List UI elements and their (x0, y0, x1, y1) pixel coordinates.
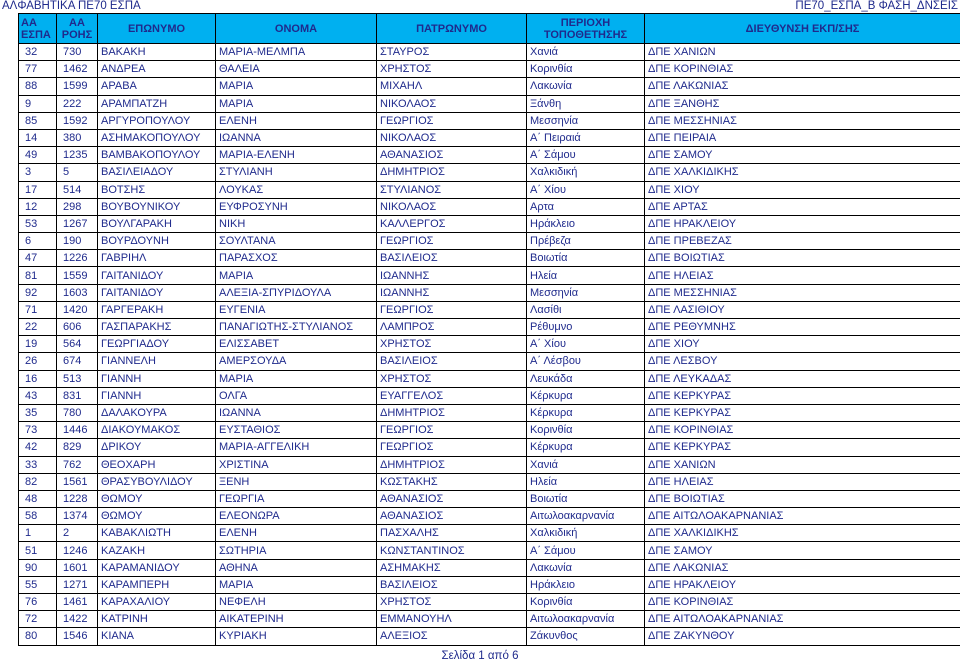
aa-rois-cell: 1462 (57, 61, 98, 78)
onoma-cell: ΕΛΕΝΗ (216, 112, 377, 129)
perioxi-cell: Μεσσηνία (527, 284, 645, 301)
dieythynsi-cell: ΔΠΕ ΛΑΣΙΘΙΟΥ (645, 301, 960, 318)
eponymo-cell: ΘΡΑΣΥΒΟΥΛΙΔΟΥ (98, 473, 216, 490)
onoma-cell: ΑΘΗΝΑ (216, 559, 377, 576)
onoma-cell: ΚΥΡΙΑΚΗ (216, 628, 377, 645)
patronymo-cell: ΓΕΩΡΓΙΟΣ (377, 301, 527, 318)
aa-rois-cell: 222 (57, 95, 98, 112)
table-body (19, 44, 960, 646)
onoma-cell: ΙΩΑΝΝΑ (216, 404, 377, 421)
patronymo-cell: ΚΩΣΤΑΚΗΣ (377, 473, 527, 490)
table-row[interactable] (19, 215, 960, 232)
aa-rois-cell: 1228 (57, 490, 98, 507)
table-row[interactable] (19, 628, 960, 645)
aa-rois-cell: 380 (57, 129, 98, 146)
table-row[interactable] (19, 112, 960, 129)
aa-espa-cell: 35 (19, 404, 57, 421)
aa-espa-cell: 19 (19, 336, 57, 353)
document-code: ΠΕ70_ΕΣΠΑ_Β ΦΑΣΗ_ΔΝΣΕΙΣ (795, 0, 958, 12)
perioxi-cell: Λευκάδα (527, 370, 645, 387)
aa-espa-cell: 80 (19, 628, 57, 645)
dieythynsi-cell: ΔΠΕ ΚΟΡΙΝΘΙΑΣ (645, 422, 960, 439)
aa-rois-cell: 1561 (57, 473, 98, 490)
table-row[interactable] (19, 129, 960, 146)
column-header-perioxi-line2: ΤΟΠΟΘΕΤΗΣΗΣ (543, 28, 628, 41)
page-footer: Σελίδα 1 από 6 (441, 650, 519, 662)
table-row[interactable] (19, 284, 960, 301)
aa-rois-cell: 730 (57, 44, 98, 61)
eponymo-cell: ΚΑΡΑΜΑΝΙΔΟΥ (98, 559, 216, 576)
aa-espa-cell: 55 (19, 576, 57, 593)
aa-rois-cell: 674 (57, 353, 98, 370)
table-row[interactable] (19, 594, 960, 611)
aa-espa-cell: 12 (19, 198, 57, 215)
onoma-cell: ΕΛΙΣΣΑΒΕΤ (216, 336, 377, 353)
aa-rois-cell: 762 (57, 456, 98, 473)
patronymo-cell: ΓΕΩΡΓΙΟΣ (377, 233, 527, 250)
aa-rois-cell: 513 (57, 370, 98, 387)
aa-rois-cell: 1420 (57, 301, 98, 318)
patronymo-cell: ΓΕΩΡΓΙΟΣ (377, 439, 527, 456)
dieythynsi-cell: ΔΠΕ ΒΟΙΩΤΙΑΣ (645, 490, 960, 507)
table-row[interactable] (19, 370, 960, 387)
patronymo-cell: ΚΑΛΛΕΡΓΟΣ (377, 215, 527, 232)
onoma-cell: ΓΕΩΡΓΙΑ (216, 490, 377, 507)
aa-rois-cell: 1226 (57, 250, 98, 267)
patronymo-cell: ΑΛΕΞΙΟΣ (377, 628, 527, 645)
eponymo-cell: ΒΟΥΛΓΑΡΑΚΗ (98, 215, 216, 232)
aa-espa-cell: 1 (19, 525, 57, 542)
table-row[interactable] (19, 147, 960, 164)
table-row[interactable] (19, 559, 960, 576)
aa-rois-cell: 1246 (57, 542, 98, 559)
eponymo-cell: ΘΩΜΟΥ (98, 508, 216, 525)
eponymo-cell: ΓΙΑΝΝΕΛΗ (98, 353, 216, 370)
page-header (0, 0, 960, 14)
aa-espa-cell: 72 (19, 611, 57, 628)
aa-rois-cell: 1422 (57, 611, 98, 628)
aa-rois-cell: 514 (57, 181, 98, 198)
dieythynsi-cell: ΔΠΕ ΠΕΙΡΑΙΑ (645, 129, 960, 146)
aa-rois-cell: 1461 (57, 594, 98, 611)
aa-espa-cell: 6 (19, 233, 57, 250)
onoma-cell: ΑΛΕΞΙΑ-ΣΠΥΡΙΔΟΥΛΑ (216, 284, 377, 301)
aa-rois-cell: 1267 (57, 215, 98, 232)
eponymo-cell: ΓΑΒΡΙΗΛ (98, 250, 216, 267)
aa-espa-cell: 26 (19, 353, 57, 370)
table-row[interactable] (19, 164, 960, 181)
dieythynsi-cell: ΔΠΕ ΑΡΤΑΣ (645, 198, 960, 215)
table-row[interactable] (19, 267, 960, 284)
patronymo-cell: ΑΘΑΝΑΣΙΟΣ (377, 508, 527, 525)
aa-espa-cell: 58 (19, 508, 57, 525)
perioxi-cell: Βοιωτία (527, 250, 645, 267)
perioxi-cell: Α΄ Λέσβου (527, 353, 645, 370)
aa-espa-cell: 3 (19, 164, 57, 181)
aa-espa-cell: 73 (19, 422, 57, 439)
column-header-perioxi-line1: ΠΕΡΙΟΧΗ (560, 16, 611, 29)
perioxi-cell: Κορινθία (527, 61, 645, 78)
aa-espa-cell: 76 (19, 594, 57, 611)
patronymo-cell: ΧΡΗΣΤΟΣ (377, 61, 527, 78)
eponymo-cell: ΓΑΙΤΑΝΙΔΟΥ (98, 267, 216, 284)
column-header-eponymo[interactable]: ΕΠΩΝΥΜΟ (98, 14, 216, 44)
aa-rois-cell: 780 (57, 404, 98, 421)
table-row[interactable] (19, 336, 960, 353)
eponymo-cell: ΓΑΣΠΑΡΑΚΗΣ (98, 319, 216, 336)
dieythynsi-cell: ΔΠΕ ΧΙΟΥ (645, 181, 960, 198)
eponymo-cell: ΑΡΑΒΑ (98, 78, 216, 95)
aa-rois-cell: 1271 (57, 576, 98, 593)
table-row[interactable] (19, 181, 960, 198)
perioxi-cell: Κορινθία (527, 594, 645, 611)
dieythynsi-cell: ΔΠΕ ΡΕΘΥΜΝΗΣ (645, 319, 960, 336)
column-header-aa-espa-line1: ΑΑ (21, 16, 37, 29)
column-header-onoma[interactable]: ΟΝΟΜΑ (216, 14, 377, 44)
perioxi-cell: Α΄ Πειραιά (527, 129, 645, 146)
eponymo-cell: ΒΟΥΒΟΥΝΙΚΟΥ (98, 198, 216, 215)
eponymo-cell: ΓΑΙΤΑΝΙΔΟΥ (98, 284, 216, 301)
dieythynsi-cell: ΔΠΕ ΜΕΣΣΗΝΙΑΣ (645, 284, 960, 301)
aa-rois-cell: 5 (57, 164, 98, 181)
patronymo-cell: ΕΜΜΑΝΟΥΗΛ (377, 611, 527, 628)
onoma-cell: ΟΛΓΑ (216, 387, 377, 404)
eponymo-cell: ΘΕΟΧΑΡΗ (98, 456, 216, 473)
table-row[interactable] (19, 61, 960, 78)
aa-espa-cell: 82 (19, 473, 57, 490)
dieythynsi-cell: ΔΠΕ ΣΑΜΟΥ (645, 542, 960, 559)
aa-espa-cell: 77 (19, 61, 57, 78)
perioxi-cell: Χανιά (527, 44, 645, 61)
dieythynsi-cell: ΔΠΕ ΞΑΝΘΗΣ (645, 95, 960, 112)
table-row[interactable] (19, 198, 960, 215)
onoma-cell: ΘΑΛΕΙΑ (216, 61, 377, 78)
dieythynsi-cell: ΔΠΕ ΧΑΛΚΙΔΙΚΗΣ (645, 164, 960, 181)
aa-espa-cell: 17 (19, 181, 57, 198)
perioxi-cell: Κορινθία (527, 422, 645, 439)
eponymo-cell: ΚΙΑΝΑ (98, 628, 216, 645)
eponymo-cell: ΒΑΣΙΛΕΙΑΔΟΥ (98, 164, 216, 181)
onoma-cell: ΝΕΦΕΛΗ (216, 594, 377, 611)
eponymo-cell: ΓΙΑΝΝΗ (98, 387, 216, 404)
aa-espa-cell: 88 (19, 78, 57, 95)
perioxi-cell: Χανιά (527, 456, 645, 473)
aa-espa-cell: 48 (19, 490, 57, 507)
perioxi-cell: Αιτωλοακαρνανία (527, 508, 645, 525)
onoma-cell: ΕΛΕΟΝΩΡΑ (216, 508, 377, 525)
perioxi-cell: Ηλεία (527, 473, 645, 490)
aa-espa-cell: 53 (19, 215, 57, 232)
aa-rois-cell: 1592 (57, 112, 98, 129)
perioxi-cell: Μεσσηνία (527, 112, 645, 129)
onoma-cell: ΕΛΕΝΗ (216, 525, 377, 542)
perioxi-cell: Αρτα (527, 198, 645, 215)
eponymo-cell: ΔΡΙΚΟΥ (98, 439, 216, 456)
eponymo-cell: ΚΑΤΡΙΝΗ (98, 611, 216, 628)
onoma-cell: ΜΑΡΙΑ (216, 370, 377, 387)
eponymo-cell: ΔΙΑΚΟΥΜΑΚΟΣ (98, 422, 216, 439)
teachers-table (18, 13, 960, 646)
patronymo-cell: ΜΙΧΑΗΛ (377, 78, 527, 95)
patronymo-cell: ΝΙΚΟΛΑΟΣ (377, 198, 527, 215)
table-row[interactable] (19, 611, 960, 628)
patronymo-cell: ΣΤΑΥΡΟΣ (377, 44, 527, 61)
onoma-cell: ΠΑΝΑΓΙΩΤΗΣ-ΣΤΥΛΙΑΝΟΣ (216, 319, 377, 336)
aa-espa-cell: 32 (19, 44, 57, 61)
eponymo-cell: ΚΑΖΑΚΗ (98, 542, 216, 559)
onoma-cell: ΑΙΚΑΤΕΡΙΝΗ (216, 611, 377, 628)
dieythynsi-cell: ΔΠΕ ΧΑΝΙΩΝ (645, 44, 960, 61)
patronymo-cell: ΑΘΑΝΑΣΙΟΣ (377, 147, 527, 164)
perioxi-cell: Α΄ Σάμου (527, 542, 645, 559)
patronymo-cell: ΙΩΑΝΝΗΣ (377, 267, 527, 284)
table-row[interactable] (19, 301, 960, 318)
aa-rois-cell: 1601 (57, 559, 98, 576)
aa-espa-cell: 81 (19, 267, 57, 284)
eponymo-cell: ΚΑΡΑΜΠΕΡΗ (98, 576, 216, 593)
column-header-perioxi[interactable] (527, 14, 645, 44)
eponymo-cell: ΓΑΡΓΕΡΑΚΗ (98, 301, 216, 318)
onoma-cell: ΞΕΝΗ (216, 473, 377, 490)
patronymo-cell: ΔΗΜΗΤΡΙΟΣ (377, 164, 527, 181)
column-header-aa-espa-line2: ΕΣΠΑ (21, 28, 51, 41)
patronymo-cell: ΑΣΗΜΑΚΗΣ (377, 559, 527, 576)
perioxi-cell: Χαλκιδική (527, 164, 645, 181)
dieythynsi-cell: ΔΠΕ ΜΕΣΣΗΝΙΑΣ (645, 112, 960, 129)
dieythynsi-cell: ΔΠΕ ΚΕΡΚΥΡΑΣ (645, 439, 960, 456)
perioxi-cell: Ηράκλειο (527, 215, 645, 232)
patronymo-cell: ΧΡΗΣΤΟΣ (377, 594, 527, 611)
dieythynsi-cell: ΔΠΕ ΖΑΚΥΝΘΟΥ (645, 628, 960, 645)
aa-espa-cell: 85 (19, 112, 57, 129)
perioxi-cell: Κέρκυρα (527, 387, 645, 404)
dieythynsi-cell: ΔΠΕ ΛΕΥΚΑΔΑΣ (645, 370, 960, 387)
perioxi-cell: Λακωνία (527, 559, 645, 576)
dieythynsi-cell: ΔΠΕ ΧΙΟΥ (645, 336, 960, 353)
onoma-cell: ΝΙΚΗ (216, 215, 377, 232)
table-row[interactable] (19, 576, 960, 593)
perioxi-cell: Πρέβεζα (527, 233, 645, 250)
dieythynsi-cell: ΔΠΕ ΗΡΑΚΛΕΙΟΥ (645, 576, 960, 593)
onoma-cell: ΙΩΑΝΝΑ (216, 129, 377, 146)
patronymo-cell: ΕΥΑΓΓΕΛΟΣ (377, 387, 527, 404)
table-row[interactable] (19, 456, 960, 473)
onoma-cell: ΠΑΡΑΣΧΟΣ (216, 250, 377, 267)
perioxi-cell: Ηράκλειο (527, 576, 645, 593)
onoma-cell: ΜΑΡΙΑ (216, 267, 377, 284)
onoma-cell: ΣΤΥΛΙΑΝΗ (216, 164, 377, 181)
dieythynsi-cell: ΔΠΕ ΚΕΡΚΥΡΑΣ (645, 404, 960, 421)
aa-rois-cell: 1374 (57, 508, 98, 525)
dieythynsi-cell: ΔΠΕ ΧΑΝΙΩΝ (645, 456, 960, 473)
onoma-cell: ΜΑΡΙΑ (216, 95, 377, 112)
perioxi-cell: Α΄ Χίου (527, 336, 645, 353)
document-title: ΑΛΦΑΒΗΤΙΚΑ ΠΕ70 ΕΣΠΑ (2, 0, 141, 12)
onoma-cell: ΑΜΕΡΣΟΥΔΑ (216, 353, 377, 370)
dieythynsi-cell: ΔΠΕ ΑΙΤΩΛΟΑΚΑΡΝΑΝΙΑΣ (645, 508, 960, 525)
dieythynsi-cell: ΔΠΕ ΧΑΛΚΙΔΙΚΗΣ (645, 525, 960, 542)
aa-espa-cell: 16 (19, 370, 57, 387)
aa-rois-cell: 1235 (57, 147, 98, 164)
patronymo-cell: ΧΡΗΣΤΟΣ (377, 336, 527, 353)
onoma-cell: ΕΥΣΤΑΘΙΟΣ (216, 422, 377, 439)
aa-rois-cell: 829 (57, 439, 98, 456)
dieythynsi-cell: ΔΠΕ ΗΛΕΙΑΣ (645, 267, 960, 284)
perioxi-cell: Λασίθι (527, 301, 645, 318)
eponymo-cell: ΚΑΡΑΧΑΛΙΟΥ (98, 594, 216, 611)
aa-espa-cell: 43 (19, 387, 57, 404)
perioxi-cell: Βοιωτία (527, 490, 645, 507)
onoma-cell: ΕΥΓΕΝΙΑ (216, 301, 377, 318)
onoma-cell: ΣΩΤΗΡΙΑ (216, 542, 377, 559)
aa-espa-cell: 14 (19, 129, 57, 146)
perioxi-cell: Αιτωλοακαρνανία (527, 611, 645, 628)
aa-rois-cell: 1603 (57, 284, 98, 301)
dieythynsi-cell: ΔΠΕ ΗΡΑΚΛΕΙΟΥ (645, 215, 960, 232)
onoma-cell: ΜΑΡΙΑ (216, 78, 377, 95)
aa-espa-cell: 71 (19, 301, 57, 318)
column-header-patronymo[interactable]: ΠΑΤΡΩΝΥΜΟ (377, 14, 527, 44)
patronymo-cell: ΠΑΣΧΑΛΗΣ (377, 525, 527, 542)
patronymo-cell: ΑΘΑΝΑΣΙΟΣ (377, 490, 527, 507)
aa-espa-cell: 92 (19, 284, 57, 301)
table-row[interactable] (19, 233, 960, 250)
eponymo-cell: ΑΡΑΜΠΑΤΖΗ (98, 95, 216, 112)
onoma-cell: ΣΟΥΛΤΑΝΑ (216, 233, 377, 250)
perioxi-cell: Ξάνθη (527, 95, 645, 112)
perioxi-cell: Κέρκυρα (527, 439, 645, 456)
patronymo-cell: ΒΑΣΙΛΕΙΟΣ (377, 576, 527, 593)
eponymo-cell: ΓΕΩΡΓΙΑΔΟΥ (98, 336, 216, 353)
aa-espa-cell: 49 (19, 147, 57, 164)
patronymo-cell: ΔΗΜΗΤΡΙΟΣ (377, 404, 527, 421)
aa-rois-cell: 831 (57, 387, 98, 404)
eponymo-cell: ΑΝΔΡΕΑ (98, 61, 216, 78)
onoma-cell: ΛΟΥΚΑΣ (216, 181, 377, 198)
table-row[interactable] (19, 525, 960, 542)
aa-rois-cell: 1559 (57, 267, 98, 284)
aa-rois-cell: 1599 (57, 78, 98, 95)
table-row[interactable] (19, 78, 960, 95)
column-header-aa-espa[interactable] (19, 14, 57, 44)
aa-rois-cell: 564 (57, 336, 98, 353)
onoma-cell: ΕΥΦΡΟΣΥΝΗ (216, 198, 377, 215)
perioxi-cell: Ζάκυνθος (527, 628, 645, 645)
eponymo-cell: ΚΑΒΑΚΛΙΩΤΗ (98, 525, 216, 542)
dieythynsi-cell: ΔΠΕ ΚΟΡΙΝΘΙΑΣ (645, 594, 960, 611)
dieythynsi-cell: ΔΠΕ ΠΡΕΒΕΖΑΣ (645, 233, 960, 250)
dieythynsi-cell: ΔΠΕ ΑΙΤΩΛΟΑΚΑΡΝΑΝΙΑΣ (645, 611, 960, 628)
dieythynsi-cell: ΔΠΕ ΚΟΡΙΝΘΙΑΣ (645, 61, 960, 78)
aa-espa-cell: 22 (19, 319, 57, 336)
perioxi-cell: Λακωνία (527, 78, 645, 95)
column-header-dieythynsi[interactable]: ΔΙΕΥΘΥΝΣΗ ΕΚΠ/ΣΗΣ (645, 14, 960, 44)
onoma-cell: ΜΑΡΙΑ-ΕΛΕΝΗ (216, 147, 377, 164)
onoma-cell: ΜΑΡΙΑ-ΑΓΓΕΛΙΚΗ (216, 439, 377, 456)
eponymo-cell: ΑΡΓΥΡΟΠΟΥΛΟΥ (98, 112, 216, 129)
table-row[interactable] (19, 44, 960, 61)
table-header-row (19, 14, 960, 44)
table-row[interactable] (19, 404, 960, 421)
aa-espa-cell: 90 (19, 559, 57, 576)
table-row[interactable] (19, 439, 960, 456)
patronymo-cell: ΓΕΩΡΓΙΟΣ (377, 422, 527, 439)
perioxi-cell: Α΄ Σάμου (527, 147, 645, 164)
aa-rois-cell: 1546 (57, 628, 98, 645)
patronymo-cell: ΝΙΚΟΛΑΟΣ (377, 95, 527, 112)
patronymo-cell: ΔΗΜΗΤΡΙΟΣ (377, 456, 527, 473)
eponymo-cell: ΒΑΚΑΚΗ (98, 44, 216, 61)
onoma-cell: ΧΡΙΣΤΙΝΑ (216, 456, 377, 473)
patronymo-cell: ΙΩΑΝΝΗΣ (377, 284, 527, 301)
aa-rois-cell: 2 (57, 525, 98, 542)
perioxi-cell: Χαλκιδική (527, 525, 645, 542)
table-row[interactable] (19, 473, 960, 490)
dieythynsi-cell: ΔΠΕ ΚΕΡΚΥΡΑΣ (645, 387, 960, 404)
table-row[interactable] (19, 319, 960, 336)
patronymo-cell: ΣΤΥΛΙΑΝΟΣ (377, 181, 527, 198)
patronymo-cell: ΝΙΚΟΛΑΟΣ (377, 129, 527, 146)
aa-espa-cell: 9 (19, 95, 57, 112)
perioxi-cell: Ρέθυμνο (527, 319, 645, 336)
onoma-cell: ΜΑΡΙΑ-ΜΕΛΜΠΑ (216, 44, 377, 61)
table-row[interactable] (19, 387, 960, 404)
aa-rois-cell: 298 (57, 198, 98, 215)
table-row[interactable] (19, 422, 960, 439)
aa-rois-cell: 606 (57, 319, 98, 336)
dieythynsi-cell: ΔΠΕ ΛΕΣΒΟΥ (645, 353, 960, 370)
column-header-aa-rois[interactable]: ΑΑ ΡΟΗΣ (57, 14, 98, 44)
patronymo-cell: ΧΡΗΣΤΟΣ (377, 370, 527, 387)
eponymo-cell: ΘΩΜΟΥ (98, 490, 216, 507)
eponymo-cell: ΑΣΗΜΑΚΟΠΟΥΛΟΥ (98, 129, 216, 146)
patronymo-cell: ΚΩΝΣΤΑΝΤΙΝΟΣ (377, 542, 527, 559)
dieythynsi-cell: ΔΠΕ ΗΛΕΙΑΣ (645, 473, 960, 490)
table-row[interactable] (19, 95, 960, 112)
dieythynsi-cell: ΔΠΕ ΣΑΜΟΥ (645, 147, 960, 164)
eponymo-cell: ΒΟΥΡΔΟΥΝΗ (98, 233, 216, 250)
aa-espa-cell: 51 (19, 542, 57, 559)
perioxi-cell: Α΄ Χίου (527, 181, 645, 198)
eponymo-cell: ΒΟΤΣΗΣ (98, 181, 216, 198)
dieythynsi-cell: ΔΠΕ ΛΑΚΩΝΙΑΣ (645, 559, 960, 576)
table-row[interactable] (19, 508, 960, 525)
dieythynsi-cell: ΔΠΕ ΛΑΚΩΝΙΑΣ (645, 78, 960, 95)
aa-espa-cell: 42 (19, 439, 57, 456)
aa-rois-cell: 1446 (57, 422, 98, 439)
table-row[interactable] (19, 542, 960, 559)
patronymo-cell: ΒΑΣΙΛΕΙΟΣ (377, 250, 527, 267)
aa-espa-cell: 33 (19, 456, 57, 473)
table-row[interactable] (19, 353, 960, 370)
patronymo-cell: ΛΑΜΠΡΟΣ (377, 319, 527, 336)
eponymo-cell: ΔΑΛΑΚΟΥΡΑ (98, 404, 216, 421)
aa-espa-cell: 47 (19, 250, 57, 267)
table-row[interactable] (19, 490, 960, 507)
perioxi-cell: Κέρκυρα (527, 404, 645, 421)
perioxi-cell: Ηλεία (527, 267, 645, 284)
onoma-cell: ΜΑΡΙΑ (216, 576, 377, 593)
eponymo-cell: ΒΑΜΒΑΚΟΠΟΥΛΟΥ (98, 147, 216, 164)
dieythynsi-cell: ΔΠΕ ΒΟΙΩΤΙΑΣ (645, 250, 960, 267)
patronymo-cell: ΒΑΣΙΛΕΙΟΣ (377, 353, 527, 370)
table-row[interactable] (19, 250, 960, 267)
patronymo-cell: ΓΕΩΡΓΙΟΣ (377, 112, 527, 129)
eponymo-cell: ΓΙΑΝΝΗ (98, 370, 216, 387)
aa-rois-cell: 190 (57, 233, 98, 250)
